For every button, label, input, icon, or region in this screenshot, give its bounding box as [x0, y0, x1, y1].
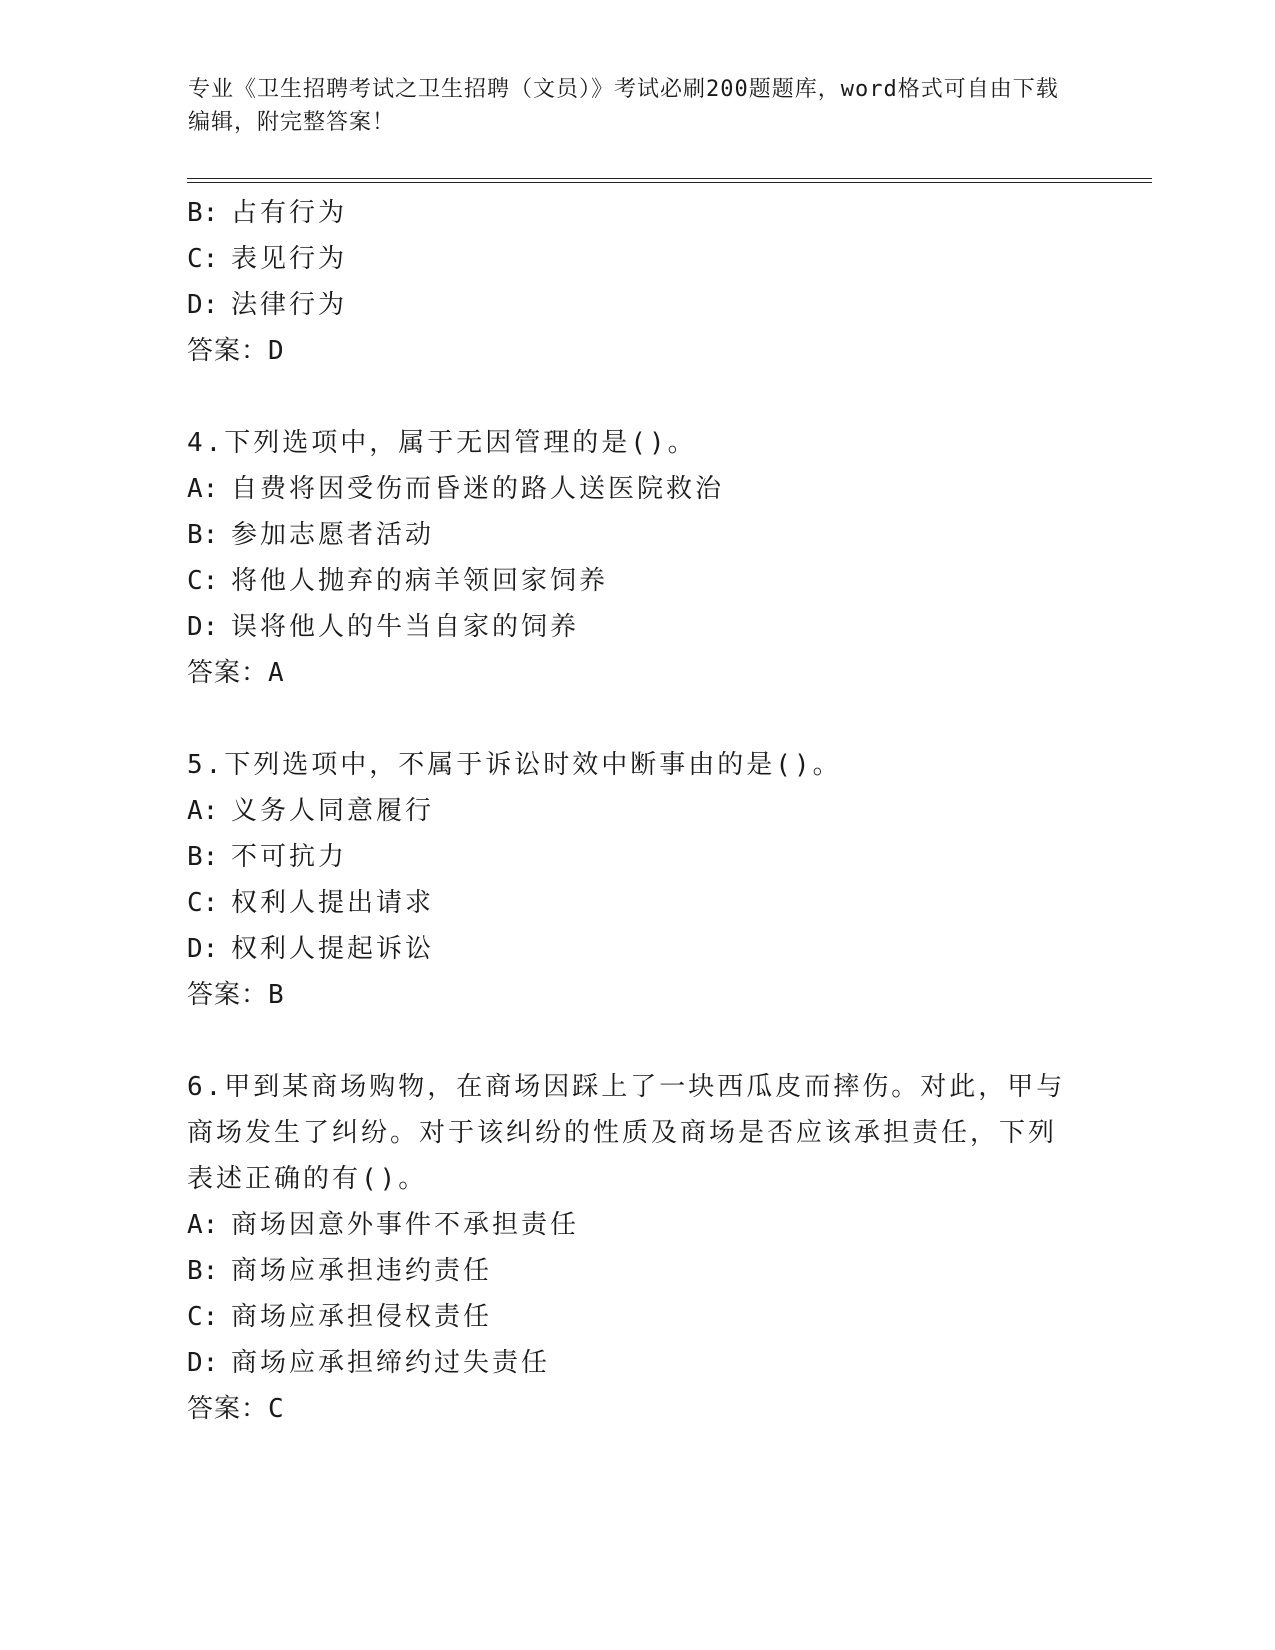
option-text: 自费将因受伤而昏迷的路人送医院救治 [231, 474, 725, 504]
header-divider-top [187, 178, 1152, 179]
question-3-partial [187, 190, 1087, 374]
option-text: 商场应承担缔约过失责任 [231, 1348, 551, 1378]
question-5 [187, 742, 1087, 1018]
option-text: 表见行为 [231, 244, 348, 274]
answer-value: D [268, 336, 285, 366]
document-header: 专业《卫生招聘考试之卫生招聘（文员）》考试必刷200题题库，word格式可自由下载编辑，附完整答案！ [188, 77, 1059, 135]
option-letter: D: [187, 1348, 219, 1378]
option-letter: B: [187, 1256, 219, 1286]
option-text: 误将他人的牛当自家的饲养 [231, 612, 580, 642]
option-letter: C: [187, 888, 219, 918]
option-d [187, 604, 1087, 650]
option-b [187, 512, 1087, 558]
answer-value: B [268, 980, 285, 1010]
option-text: 商场应承担侵权责任 [231, 1302, 493, 1332]
option-letter: C: [187, 1302, 219, 1332]
option-text: 权利人提起诉讼 [231, 934, 435, 964]
answer-line [187, 1386, 1087, 1432]
option-letter: D: [187, 934, 219, 964]
option-c [187, 558, 1087, 604]
answer-label: 答案： [187, 336, 269, 366]
option-a [187, 1202, 1087, 1248]
option-letter: B: [187, 520, 219, 550]
option-text: 商场应承担违约责任 [231, 1256, 493, 1286]
question-4 [187, 420, 1087, 696]
answer-value: A [268, 658, 285, 688]
option-letter: A: [187, 1210, 219, 1240]
option-c [187, 236, 1087, 282]
option-d [187, 926, 1087, 972]
option-a [187, 466, 1087, 512]
option-b [187, 190, 1087, 236]
option-letter: C: [187, 566, 219, 596]
option-letter: A: [187, 796, 219, 826]
question-stem: 5.下列选项中，不属于诉讼时效中断事由的是()。 [187, 750, 842, 780]
answer-line [187, 650, 1087, 696]
answer-label: 答案： [187, 980, 269, 1010]
question-6 [187, 1064, 1087, 1432]
option-letter: B: [187, 198, 219, 228]
option-letter: D: [187, 290, 219, 320]
option-d [187, 282, 1087, 328]
option-text: 参加志愿者活动 [231, 520, 435, 550]
option-c [187, 1294, 1087, 1340]
option-letter: C: [187, 244, 219, 274]
option-text: 权利人提出请求 [231, 888, 435, 918]
question-stem: 4.下列选项中，属于无因管理的是()。 [187, 428, 697, 458]
option-text: 不可抗力 [231, 842, 348, 872]
answer-line [187, 328, 1087, 374]
option-d [187, 1340, 1087, 1386]
option-b [187, 1248, 1087, 1294]
option-text: 商场因意外事件不承担责任 [231, 1210, 580, 1240]
option-a [187, 788, 1087, 834]
option-text: 占有行为 [231, 198, 348, 228]
document-body [187, 190, 1087, 1432]
answer-label: 答案： [187, 658, 269, 688]
option-b [187, 834, 1087, 880]
option-c [187, 880, 1087, 926]
option-letter: A: [187, 474, 219, 504]
option-text: 义务人同意履行 [231, 796, 435, 826]
option-text: 将他人抛弃的病羊领回家饲养 [231, 566, 609, 596]
option-text: 法律行为 [231, 290, 348, 320]
answer-line [187, 972, 1087, 1018]
answer-value: C [268, 1394, 285, 1424]
option-letter: D: [187, 612, 219, 642]
header-divider-bottom [187, 182, 1152, 183]
question-stem: 6.甲到某商场购物，在商场因踩上了一块西瓜皮而摔伤。对此，甲与商场发生了纠纷。对于该纠纷的性质及商场是否应该承担责任，下列表述正确的有()。 [187, 1072, 1066, 1194]
answer-label: 答案： [187, 1394, 269, 1424]
option-letter: B: [187, 842, 219, 872]
